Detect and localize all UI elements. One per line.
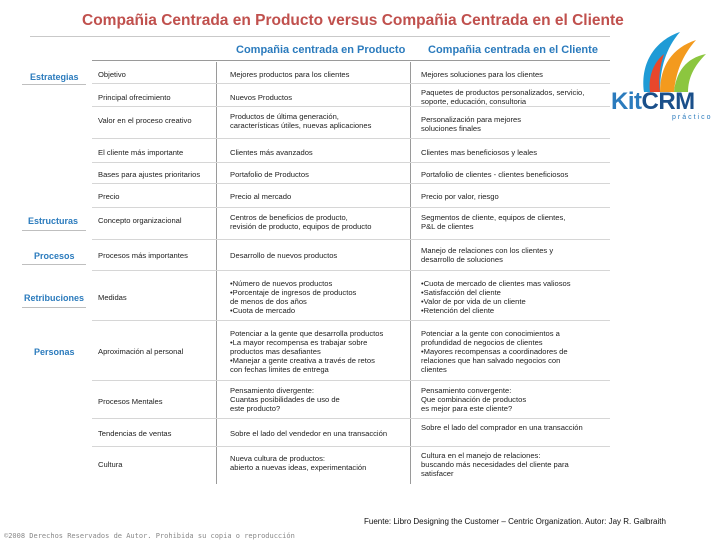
cliente-cell: Sobre el lado del comprador en una transacción bbox=[421, 423, 583, 432]
dimension-label: Tendencias de ventas bbox=[98, 429, 172, 438]
category-retribuciones: Retribuciones bbox=[24, 293, 85, 303]
cliente-cell: Manejo de relaciones con los clientes y desarrollo de soluciones bbox=[421, 246, 554, 264]
row-divider bbox=[92, 138, 610, 139]
dimension-label: El cliente más importante bbox=[98, 148, 184, 157]
cliente-cell: Paquetes de productos personalizados, servicio, soporte, educación, consultoria bbox=[421, 88, 585, 106]
cliente-cell: Potenciar a la gente con conocimientos a profundidad de negocios de clientes •Mayores recompensas a coordinadores de relaciones que han salvado negocios con clientes bbox=[421, 329, 568, 374]
column-header-producto: Compañia centrada en Producto bbox=[236, 44, 406, 56]
dimension-label: Cultura bbox=[98, 460, 123, 469]
producto-cell: Nuevos Productos bbox=[230, 93, 293, 102]
cliente-cell: Segmentos de cliente, equipos de clientes, P&L de clientes bbox=[421, 213, 566, 231]
row-divider bbox=[92, 446, 610, 447]
row-divider bbox=[92, 83, 610, 84]
dimension-label: Precio bbox=[98, 192, 120, 201]
row-divider bbox=[92, 207, 610, 208]
producto-cell: •Número de nuevos productos •Porcentaje de ingresos de productos de menos de dos años •Cuota de mercado bbox=[230, 279, 357, 315]
producto-cell: Pensamiento divergente: Cuantas posibilidades de uso de este producto? bbox=[230, 386, 340, 413]
dimension-label: Procesos Mentales bbox=[98, 397, 163, 406]
category-divider bbox=[22, 84, 86, 85]
dimension-label: Aproximación al personal bbox=[98, 347, 184, 356]
logo-wordmark bbox=[611, 88, 695, 116]
dimension-label: Bases para ajustes prioritarios bbox=[98, 170, 201, 179]
cliente-cell: Cultura en el manejo de relaciones: buscando más necesidades del cliente para satisfacer bbox=[421, 451, 569, 478]
category-procesos: Procesos bbox=[34, 251, 75, 261]
category-estructuras: Estructuras bbox=[28, 216, 79, 226]
logo-crm: CRM bbox=[641, 88, 695, 115]
row-divider bbox=[92, 380, 610, 381]
title-divider bbox=[30, 36, 610, 37]
dimension-label: Valor en el proceso creativo bbox=[98, 116, 192, 125]
producto-cell: Productos de última generación, características útiles, nuevas aplicaciones bbox=[230, 112, 372, 130]
dimension-label: Principal ofrecimiento bbox=[98, 93, 171, 102]
producto-cell: Desarrollo de nuevos productos bbox=[230, 251, 338, 260]
producto-cell: Clientes más avanzados bbox=[230, 148, 313, 157]
column-divider bbox=[410, 62, 411, 484]
producto-cell: Precio al mercado bbox=[230, 192, 292, 201]
row-divider bbox=[92, 320, 610, 321]
cliente-cell: Mejores soluciones para los clientes bbox=[421, 70, 543, 79]
category-personas: Personas bbox=[34, 347, 75, 357]
copyright-notice: ©2008 Derechos Reservados de Autor. Prohibida su copia o reproducción bbox=[4, 532, 295, 540]
header-divider bbox=[92, 60, 610, 61]
dimension-label: Objetivo bbox=[98, 70, 126, 79]
row-divider bbox=[92, 162, 610, 163]
source-citation: Fuente: Libro Designing the Customer – Centric Organization. Autor: Jay R. Galbraith bbox=[364, 517, 666, 526]
dimension-label: Medidas bbox=[98, 293, 127, 302]
cliente-cell: Precio por valor, riesgo bbox=[421, 192, 499, 201]
category-divider bbox=[22, 307, 86, 308]
cliente-cell: Clientes mas beneficiosos y leales bbox=[421, 148, 538, 157]
row-divider bbox=[92, 183, 610, 184]
row-divider bbox=[92, 270, 610, 271]
page-title: Compañia Centrada en Producto versus Compañia Centrada en el Cliente bbox=[82, 12, 624, 29]
row-divider bbox=[92, 418, 610, 419]
category-divider bbox=[22, 230, 86, 231]
cliente-cell: Personalización para mejores soluciones finales bbox=[421, 115, 522, 133]
producto-cell: Potenciar a la gente que desarrolla productos •La mayor recompensa es trabajar sobre productos mas desafiantes •Manejar a gente creativa a través de retos con fechas limites de entrega bbox=[230, 329, 384, 374]
dimension-label: Concepto organizacional bbox=[98, 216, 182, 225]
cliente-cell: Portafolio de clientes - clientes beneficiosos bbox=[421, 170, 569, 179]
column-divider bbox=[216, 62, 217, 484]
row-divider bbox=[92, 239, 610, 240]
row-divider bbox=[92, 106, 610, 107]
producto-cell: Centros de beneficios de producto, revisión de producto, equipos de producto bbox=[230, 213, 372, 231]
logo-subtitle: práctico bbox=[672, 114, 713, 121]
column-header-cliente: Compañia centrada en el Cliente bbox=[428, 44, 598, 56]
producto-cell: Mejores productos para los clientes bbox=[230, 70, 350, 79]
logo-kit: Kit bbox=[611, 88, 642, 115]
producto-cell: Portafolio de Productos bbox=[230, 170, 309, 179]
cliente-cell: Pensamiento convergente: Que combinación de productos es mejor para este cliente? bbox=[421, 386, 527, 413]
producto-cell: Sobre el lado del vendedor en una transacción bbox=[230, 429, 388, 438]
dimension-label: Procesos más importantes bbox=[98, 251, 188, 260]
cliente-cell: •Cuota de mercado de clientes mas valiosos •Satisfacción del cliente •Valor de por vida de un cliente •Retención del cliente bbox=[421, 279, 571, 315]
producto-cell: Nueva cultura de productos: abierto a nuevas ideas, experimentación bbox=[230, 454, 367, 472]
category-divider bbox=[22, 264, 86, 265]
category-estrategias: Estrategias bbox=[30, 72, 79, 82]
